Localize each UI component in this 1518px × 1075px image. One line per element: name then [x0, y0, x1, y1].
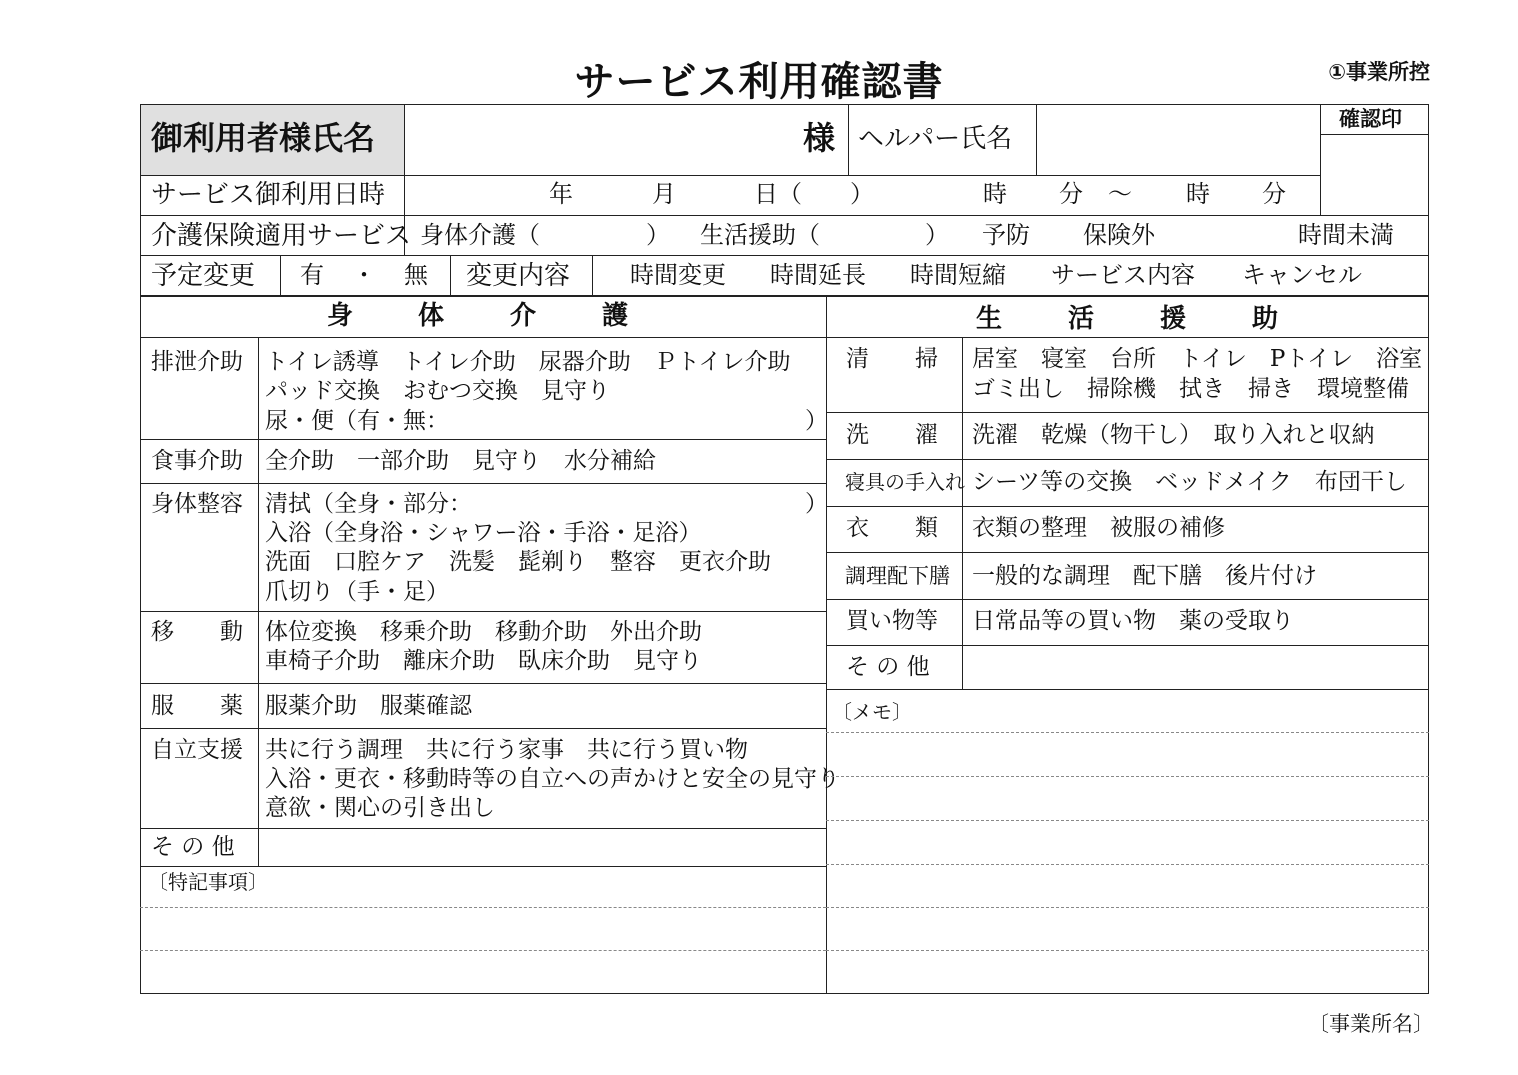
medication-line-1[interactable]: 服薬介助 服薬確認 — [265, 693, 472, 719]
excretion-close: ） — [805, 408, 828, 434]
independence-label: 自立支援 — [151, 737, 243, 763]
insurance-label: 介護保険適用サービス — [151, 221, 412, 251]
independence-line-1[interactable]: 共に行う調理 共に行う家事 共に行う買い物 — [265, 737, 748, 763]
ins-under-hour[interactable]: 時間未満 — [1298, 221, 1394, 249]
clothing-line-1[interactable]: 衣類の整理 被服の補修 — [972, 515, 1225, 541]
notes-label: 〔特記事項〕 — [148, 870, 268, 894]
bedding-line-1[interactable]: シーツ等の交換 ベッドメイク 布団干し — [972, 469, 1407, 495]
helper-name-label: ヘルパー氏名 — [858, 124, 1013, 154]
rule — [826, 506, 1429, 507]
ins-prevent[interactable]: 予防 — [982, 221, 1030, 249]
rule — [1320, 104, 1321, 215]
rule — [848, 104, 849, 175]
rule — [1320, 134, 1429, 135]
change-option-time-change[interactable]: 時間変更 — [630, 261, 726, 289]
cooking-label: 調理配下膳 — [845, 564, 950, 588]
life-heading-1: 生 — [976, 304, 1003, 334]
grooming-close: ） — [805, 491, 828, 517]
physical-other-label: そ の 他 — [151, 834, 235, 860]
rule — [140, 175, 1320, 176]
independence-line-2[interactable]: 入浴・更衣・移動時等の自立への声かけと安全の見守り — [265, 766, 840, 792]
rule — [140, 683, 826, 684]
change-yes[interactable]: 有 — [300, 261, 324, 289]
cleaning-line-2[interactable]: ゴミ出し 掃除機 拭き 掃き 環境整備 — [972, 376, 1409, 402]
datetime-label: サービス御利用日時 — [151, 180, 386, 210]
life-other-field[interactable] — [964, 647, 1427, 687]
rule — [962, 337, 963, 689]
shopping-line-1[interactable]: 日常品等の買い物 薬の受取り — [972, 608, 1294, 634]
rule — [592, 255, 593, 295]
rule — [826, 645, 1429, 646]
cleaning-label: 清 掃 — [846, 346, 938, 372]
ins-uninsured[interactable]: 保険外 — [1083, 221, 1155, 249]
shopping-label: 買い物等 — [846, 608, 938, 634]
physical-other-field[interactable] — [260, 830, 824, 864]
user-name-label: 御利用者様氏名 — [151, 119, 376, 157]
dt-min-end: 分 — [1262, 180, 1286, 208]
cooking-line-1[interactable]: 一般的な調理 配下膳 後片付け — [972, 563, 1317, 589]
laundry-line-1[interactable]: 洗濯 乾燥（物干し） 取り入れと収納 — [972, 422, 1375, 448]
rule — [1036, 104, 1037, 175]
rule — [450, 255, 451, 295]
rule — [826, 552, 1429, 553]
user-name-field[interactable] — [406, 106, 796, 174]
medication-label: 服 薬 — [151, 693, 243, 719]
life-heading-3: 援 — [1160, 304, 1187, 334]
rule — [140, 295, 1429, 297]
change-no[interactable]: 無 — [404, 261, 428, 289]
dt-min-start: 分 — [1059, 180, 1083, 208]
meal-line-1[interactable]: 全介助 一部介助 見守り 水分補給 — [265, 448, 656, 474]
rule — [140, 728, 826, 729]
rule — [140, 866, 826, 867]
change-content-label: 変更内容 — [466, 261, 571, 291]
ins-physical[interactable]: 身体介護（ — [420, 221, 540, 249]
dt-hour-start: 時 — [983, 180, 1007, 208]
page-title: サービス利用確認書 — [574, 59, 944, 105]
stamp-label: 確認印 — [1339, 107, 1402, 131]
independence-line-3[interactable]: 意欲・関心の引き出し — [265, 795, 495, 821]
meal-label: 食事介助 — [151, 448, 243, 474]
copy-label: ①事業所控 — [1328, 60, 1430, 84]
office-name-label: 〔事業所名〕 — [1308, 1012, 1434, 1036]
life-heading-4: 助 — [1252, 304, 1279, 334]
grooming-label: 身体整容 — [151, 491, 243, 517]
physical-heading-1: 身 — [327, 301, 354, 331]
laundry-label: 洗 濯 — [846, 422, 938, 448]
ins-physical-close: ） — [646, 221, 670, 249]
rule — [140, 828, 826, 829]
notes-field[interactable] — [142, 868, 824, 992]
change-label: 予定変更 — [151, 261, 256, 291]
ins-life[interactable]: 生活援助（ — [700, 221, 820, 249]
grooming-line-4[interactable]: 爪切り（手・足） — [265, 579, 449, 605]
memo-field[interactable] — [828, 691, 1427, 992]
change-option-extension[interactable]: 時間延長 — [770, 261, 866, 289]
change-option-service-content[interactable]: サービス内容 — [1051, 261, 1195, 289]
physical-heading-3: 介 — [510, 301, 537, 331]
rule — [140, 337, 1429, 338]
rule — [826, 459, 1429, 460]
grooming-line-3[interactable]: 洗面 口腔ケア 洗髪 髭剃り 整容 更衣介助 — [265, 549, 771, 575]
physical-heading-4: 護 — [602, 301, 629, 331]
change-option-cancel[interactable]: キャンセル — [1242, 261, 1362, 289]
mobility-line-2[interactable]: 車椅子介助 離床介助 臥床介助 見守り — [265, 648, 702, 674]
excretion-line-2[interactable]: パッド交換 おむつ交換 見守り — [265, 378, 610, 404]
rule — [826, 599, 1429, 600]
excretion-label: 排泄介助 — [151, 349, 243, 375]
memo-label: 〔メモ〕 — [832, 700, 912, 724]
rule — [826, 412, 1429, 413]
dt-tilde: ～ — [1108, 180, 1132, 208]
change-dot: ・ — [352, 261, 376, 289]
rule — [826, 689, 1429, 690]
dt-paren: ） — [850, 180, 874, 208]
dt-month: 月 — [652, 180, 676, 208]
sama-label: 様 — [803, 119, 836, 157]
mobility-label: 移 動 — [151, 619, 243, 645]
grooming-line-2[interactable]: 入浴（全身浴・シャワー浴・手浴・足浴） — [265, 520, 702, 546]
rule — [140, 255, 1429, 256]
rule — [140, 611, 826, 612]
excretion-line-1[interactable]: トイレ誘導 トイレ介助 尿器介助 Ｐトイレ介助 — [265, 349, 791, 375]
cleaning-line-1[interactable]: 居室 寝室 台所 トイレ Pトイレ 浴室 — [972, 346, 1423, 372]
dt-year: 年 — [549, 180, 573, 208]
rule — [280, 255, 281, 295]
rule — [140, 483, 826, 484]
excretion-line-3[interactable]: 尿・便（有・無： — [265, 408, 449, 434]
life-other-label: そ の 他 — [846, 654, 930, 680]
physical-heading-2: 体 — [418, 301, 445, 331]
grooming-line-1[interactable]: 清拭（全身・部分： — [265, 491, 472, 517]
ins-life-close: ） — [925, 221, 949, 249]
dt-day: 日（ — [754, 180, 802, 208]
rule — [258, 337, 259, 866]
mobility-line-1[interactable]: 体位変換 移乗介助 移動介助 外出介助 — [265, 619, 702, 645]
life-heading-2: 活 — [1068, 304, 1095, 334]
clothing-label: 衣 類 — [846, 515, 938, 541]
bedding-label: 寝具の手入れ — [845, 470, 965, 494]
dt-hour-end: 時 — [1186, 180, 1210, 208]
helper-name-field[interactable] — [1038, 106, 1318, 174]
rule — [140, 439, 826, 440]
change-option-shortening[interactable]: 時間短縮 — [910, 261, 1006, 289]
rule — [140, 215, 1429, 216]
